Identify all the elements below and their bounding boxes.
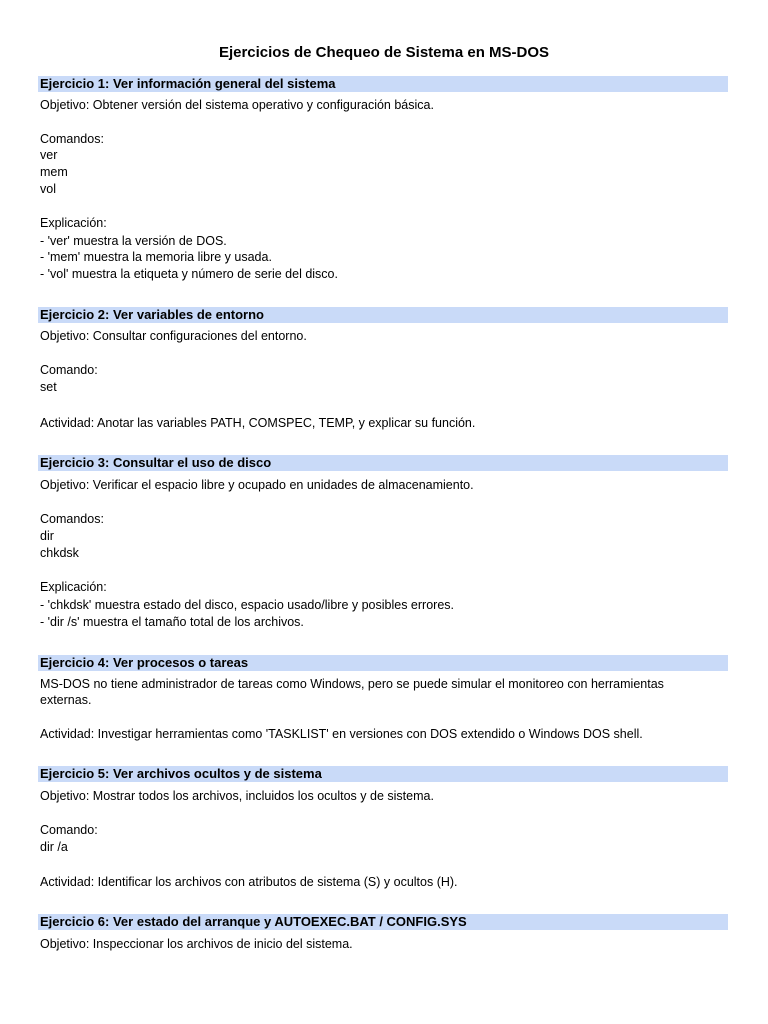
section-header-5: Ejercicio 5: Ver archivos ocultos y de sistema [38,766,728,782]
section-1-line: ver [40,148,58,162]
section-header-6: Ejercicio 6: Ver estado del arranque y AUTOEXEC.BAT / CONFIG.SYS [38,914,728,930]
section-3-line: dir [40,529,54,543]
section-1-line: mem [40,165,68,179]
section-2-line: Actividad: Anotar las variables PATH, COMSPEC, TEMP, y explicar su función. [40,416,476,430]
section-3-line: - 'chkdsk' muestra estado del disco, espacio usado/libre y posibles errores. [40,598,455,612]
section-3-line: Objetivo: Verificar el espacio libre y ocupado en unidades de almacenamiento. [40,478,474,492]
section-5-line: Comando: [40,823,98,837]
section-1-line: Comandos: [40,132,104,146]
section-header-2: Ejercicio 2: Ver variables de entorno [38,307,728,323]
section-1-line: vol [40,182,56,196]
section-3-line: chkdsk [40,546,79,560]
section-2-line: Objetivo: Consultar configuraciones del entorno. [40,329,307,343]
section-1-line: Explicación: [40,216,107,230]
section-1-line: - 'vol' muestra la etiqueta y número de serie del disco. [40,267,338,281]
section-2-line: set [40,380,57,394]
section-4-line: externas. [40,693,92,707]
section-header-4: Ejercicio 4: Ver procesos o tareas [38,655,728,671]
section-header-1: Ejercicio 1: Ver información general del sistema [38,76,728,92]
section-3-line: Explicación: [40,580,107,594]
section-5-line: dir /a [40,840,68,854]
section-6-line: Objetivo: Inspeccionar los archivos de inicio del sistema. [40,937,353,951]
section-1-line: - 'ver' muestra la versión de DOS. [40,234,227,248]
section-3-line: - 'dir /s' muestra el tamaño total de los archivos. [40,615,304,629]
section-1-line: Objetivo: Obtener versión del sistema operativo y configuración básica. [40,98,434,112]
section-4-line: MS-DOS no tiene administrador de tareas como Windows, pero se puede simular el monitoreo con herramientas [40,677,664,691]
section-5-line: Actividad: Identificar los archivos con atributos de sistema (S) y ocultos (H). [40,875,458,889]
section-1-line: - 'mem' muestra la memoria libre y usada. [40,250,272,264]
page-title: Ejercicios de Chequeo de Sistema en MS-DOS [218,44,550,61]
section-4-line: Actividad: Investigar herramientas como 'TASKLIST' en versiones con DOS extendido o Windows DOS shell. [40,727,643,741]
section-header-3: Ejercicio 3: Consultar el uso de disco [38,455,728,471]
section-2-line: Comando: [40,363,98,377]
section-5-line: Objetivo: Mostrar todos los archivos, incluidos los ocultos y de sistema. [40,789,434,803]
section-3-line: Comandos: [40,512,104,526]
